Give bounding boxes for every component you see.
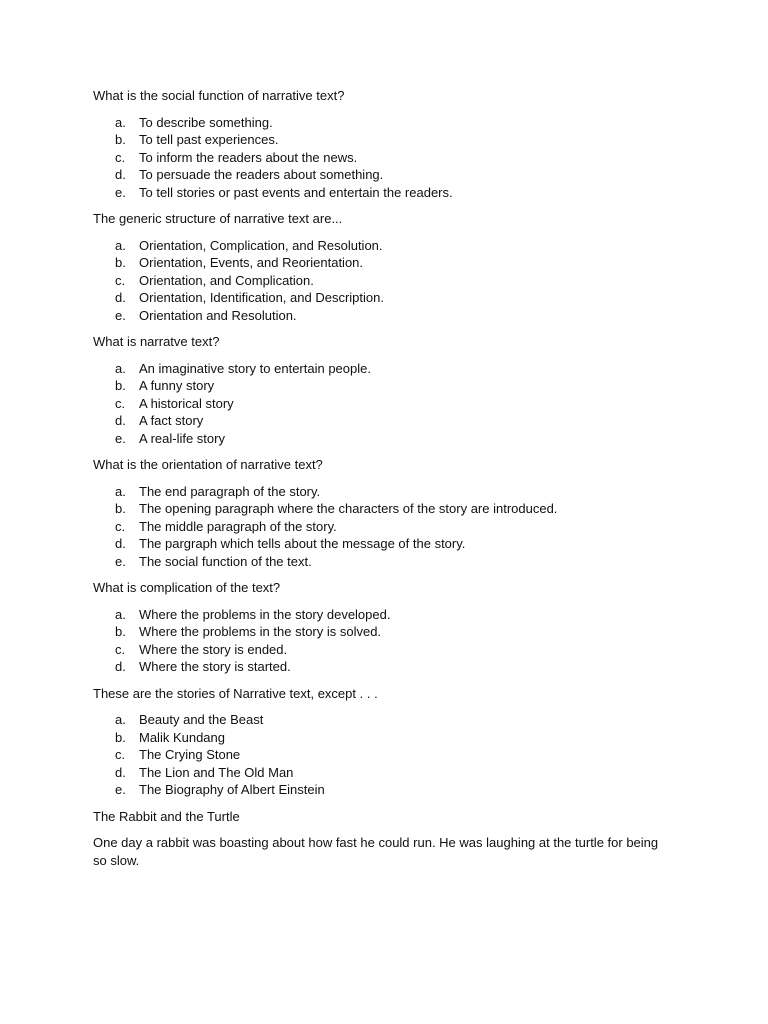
- option-text: The end paragraph of the story.: [139, 483, 321, 499]
- story-title: The Rabbit and the Turtle: [93, 808, 240, 824]
- option-text: Orientation, and Complication.: [139, 272, 314, 288]
- option-item: [93, 711, 673, 729]
- option-item: [93, 641, 673, 659]
- option-item: [93, 764, 673, 782]
- option-item: [93, 781, 673, 799]
- option-letter: e.: [115, 184, 126, 200]
- question-list: [93, 87, 673, 799]
- option-item: [93, 254, 673, 272]
- question-text: These are the stories of Narrative text, except . . .: [93, 685, 378, 701]
- option-text: Where the story is ended.: [139, 641, 288, 657]
- option-letter: b.: [115, 624, 126, 639]
- question-text: What is the social function of narrative text?: [93, 88, 345, 103]
- question-text: What is complication of the text?: [93, 580, 281, 595]
- option-letter: a.: [115, 114, 126, 130]
- option-text: To inform the readers about the news.: [139, 149, 358, 165]
- option-letter: d.: [115, 290, 126, 305]
- option-letter: e.: [115, 307, 126, 323]
- question-text: What is narratve text?: [93, 334, 220, 349]
- option-letter: c.: [115, 149, 126, 165]
- option-text: Beauty and the Beast: [139, 712, 264, 727]
- option-letter: d.: [115, 413, 126, 428]
- option-text: Where the story is started.: [139, 659, 291, 674]
- question-block: [93, 210, 673, 324]
- option-text: The middle paragraph of the story.: [139, 518, 337, 534]
- option-letter: b.: [115, 378, 126, 393]
- option-item: [93, 166, 673, 184]
- option-letter: d.: [115, 764, 126, 780]
- option-text: Orientation, Events, and Reorientation.: [139, 255, 364, 270]
- option-text: The opening paragraph where the characters of the story are introduced.: [139, 501, 558, 516]
- option-item: [93, 623, 673, 641]
- question-block: [93, 685, 673, 799]
- option-text: The Biography of Albert Einstein: [139, 782, 325, 797]
- option-letter: b.: [115, 501, 126, 516]
- option-text: The Lion and The Old Man: [139, 764, 294, 780]
- story-paragraph: One day a rabbit was boasting about how fast he could run. He was laughing at the turtle for being so slow.: [93, 835, 659, 868]
- option-letter: a.: [115, 606, 126, 622]
- option-text: A fact story: [139, 413, 204, 428]
- option-item: [93, 289, 673, 307]
- option-letter: e.: [115, 553, 126, 569]
- question-block: [93, 87, 673, 201]
- option-item: [93, 553, 673, 571]
- option-letter: c.: [115, 395, 126, 411]
- option-item: [93, 114, 673, 132]
- option-letter: d.: [115, 167, 126, 182]
- option-text: The social function of the text.: [139, 553, 312, 569]
- option-text: An imaginative story to entertain people.: [139, 360, 371, 376]
- option-list: [93, 483, 673, 571]
- question-text: The generic structure of narrative text are...: [93, 211, 343, 226]
- option-item: [93, 272, 673, 290]
- option-item: [93, 729, 673, 747]
- option-item: [93, 746, 673, 764]
- option-list: [93, 606, 673, 676]
- option-item: [93, 237, 673, 255]
- option-text: Orientation, Complication, and Resolution.: [139, 237, 383, 253]
- question-block: [93, 579, 673, 676]
- option-letter: b.: [115, 132, 126, 147]
- option-list: [93, 711, 673, 799]
- option-letter: d.: [115, 659, 126, 674]
- option-item: [93, 518, 673, 536]
- option-letter: a.: [115, 712, 126, 727]
- option-letter: a.: [115, 360, 126, 376]
- option-item: [93, 307, 673, 325]
- option-list: [93, 360, 673, 448]
- option-item: [93, 535, 673, 553]
- option-text: To tell past experiences.: [139, 132, 279, 147]
- question-text: What is the orientation of narrative text?: [93, 457, 323, 472]
- document-page: [93, 87, 673, 869]
- option-text: The Crying Stone: [139, 747, 241, 762]
- option-letter: d.: [115, 536, 126, 551]
- option-text: The pargraph which tells about the message of the story.: [139, 536, 466, 551]
- option-list: [93, 114, 673, 202]
- option-text: To tell stories or past events and entertain the readers.: [139, 184, 453, 200]
- option-text: A real-life story: [139, 430, 225, 446]
- option-item: [93, 412, 673, 430]
- option-letter: a.: [115, 237, 126, 253]
- question-block: [93, 456, 673, 570]
- option-item: [93, 149, 673, 167]
- option-letter: c.: [115, 272, 126, 288]
- option-text: Orientation and Resolution.: [139, 307, 297, 323]
- option-letter: c.: [115, 518, 126, 534]
- option-list: [93, 237, 673, 325]
- question-block: [93, 333, 673, 447]
- option-item: [93, 184, 673, 202]
- option-text: Orientation, Identification, and Description.: [139, 290, 384, 305]
- option-item: [93, 360, 673, 378]
- option-text: Where the problems in the story is solved.: [139, 624, 382, 639]
- option-letter: b.: [115, 255, 126, 270]
- option-text: To describe something.: [139, 114, 273, 130]
- option-text: Where the problems in the story developed.: [139, 606, 391, 622]
- option-text: A funny story: [139, 378, 215, 393]
- option-item: [93, 430, 673, 448]
- option-text: Malik Kundang: [139, 729, 225, 745]
- option-item: [93, 483, 673, 501]
- option-item: [93, 658, 673, 676]
- option-letter: c.: [115, 641, 126, 657]
- option-item: [93, 606, 673, 624]
- option-text: To persuade the readers about something.: [139, 167, 384, 182]
- option-letter: b.: [115, 729, 126, 745]
- option-text: A historical story: [139, 395, 234, 411]
- option-letter: a.: [115, 483, 126, 499]
- option-item: [93, 377, 673, 395]
- option-item: [93, 500, 673, 518]
- option-letter: e.: [115, 430, 126, 446]
- option-item: [93, 395, 673, 413]
- option-item: [93, 131, 673, 149]
- option-letter: c.: [115, 747, 126, 762]
- option-letter: e.: [115, 782, 126, 797]
